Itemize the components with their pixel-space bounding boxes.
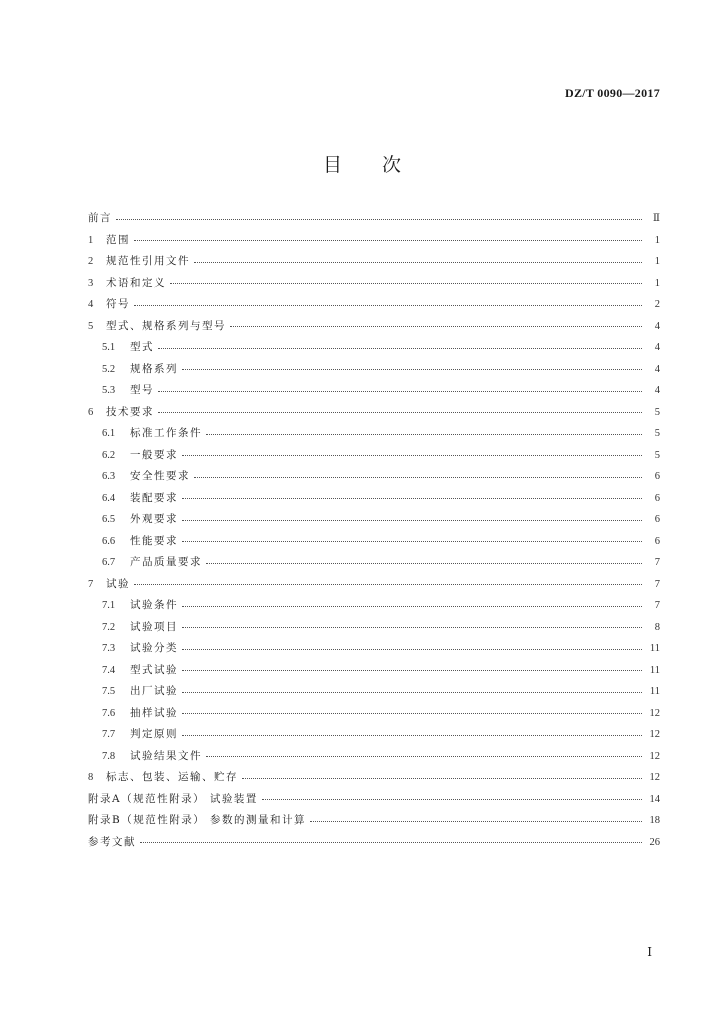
toc-entry-number: 6.2: [102, 449, 116, 461]
page-title: 目次: [322, 154, 441, 176]
toc-entry[interactable]: [88, 488, 660, 510]
toc-entry-page: 5: [654, 406, 660, 418]
toc-leader-dots: [134, 240, 642, 241]
toc-entry-title: 安全性要求: [130, 470, 190, 482]
toc-entry-number: 7.5: [102, 686, 116, 697]
toc-entry-title: 标志、包装、运输、贮存: [106, 771, 238, 783]
toc-entry-page: 14: [649, 793, 660, 805]
toc-entry-number: 5: [88, 320, 94, 332]
toc-leader-dots: [170, 283, 642, 284]
toc-entry-number: 2: [88, 256, 94, 267]
toc-leader-dots: [230, 326, 642, 327]
toc-entry-title: 规范性引用文件: [106, 255, 190, 267]
toc-leader-dots: [182, 606, 642, 607]
toc-entry-number: 6: [88, 406, 94, 418]
toc-entry-number: 6.3: [102, 471, 116, 482]
toc-entry[interactable]: [88, 273, 660, 295]
toc-leader-dots: [182, 735, 642, 736]
toc-entry[interactable]: [88, 595, 660, 617]
toc-leader-dots: [140, 842, 642, 843]
toc-entry-number: 7.1: [102, 600, 116, 611]
toc-entry-page: 1: [654, 277, 660, 289]
toc-entry[interactable]: [88, 380, 660, 402]
toc-entry-page: 1: [654, 256, 660, 267]
toc-entry-number: 7.6: [102, 707, 116, 719]
toc-entry-number: 6.6: [102, 535, 116, 547]
toc-entry[interactable]: [88, 832, 660, 854]
toc-entry-title: 型式、规格系列与型号: [106, 319, 226, 332]
toc-entry-page: 12: [649, 707, 660, 719]
toc-entry-number: 7.2: [102, 621, 116, 633]
toc-entry-title: 抽样试验: [130, 706, 178, 719]
toc-entry-number: 6.5: [102, 514, 116, 525]
toc-entry-title: 术语和定义: [106, 276, 166, 289]
toc-leader-dots: [206, 756, 642, 757]
toc-leader-dots: [206, 563, 642, 564]
toc-entry-title: 试验条件: [130, 599, 178, 611]
toc-entry[interactable]: [88, 208, 660, 230]
toc-entry-title: 产品质量要求: [130, 556, 202, 568]
toc-entry[interactable]: [88, 337, 660, 359]
toc-entry[interactable]: [88, 230, 660, 252]
toc-entry-number: 1: [88, 234, 94, 246]
toc-entry-number: 4: [88, 299, 94, 310]
toc-entry[interactable]: [88, 681, 660, 703]
toc-entry[interactable]: [88, 660, 660, 682]
toc-leader-dots: [182, 455, 642, 456]
toc-entry-title: 试验结果文件: [130, 749, 202, 762]
toc-entry-number: 5.3: [102, 385, 116, 396]
toc-entry-number: 6.1: [102, 428, 116, 439]
toc-entry-number: 3: [88, 277, 94, 289]
toc-entry[interactable]: [88, 552, 660, 574]
toc-entry-title: 技术要求: [106, 405, 154, 418]
toc-entry[interactable]: [88, 294, 660, 316]
toc-entry-page: 18: [649, 815, 660, 826]
toc-leader-dots: [182, 627, 642, 628]
toc-entry[interactable]: [88, 402, 660, 424]
toc-entry-title: 试验分类: [130, 642, 178, 654]
toc-entry[interactable]: [88, 423, 660, 445]
toc-entry-page: 4: [654, 385, 660, 396]
toc-leader-dots: [194, 477, 642, 478]
toc-entry-page: 26: [649, 836, 660, 848]
toc-leader-dots: [242, 778, 642, 779]
toc-entry[interactable]: [88, 466, 660, 488]
toc-entry-page: 5: [654, 428, 660, 439]
toc-entry-page: 4: [654, 363, 660, 375]
page-number: Ⅰ: [647, 945, 652, 959]
toc-entry-title: 性能要求: [130, 534, 178, 547]
toc-entry-title: 型式: [130, 341, 154, 353]
toc-entry-number: 5.2: [102, 363, 116, 375]
toc-leader-dots: [182, 713, 642, 714]
toc-entry-page: Ⅱ: [652, 213, 660, 224]
toc-entry[interactable]: [88, 316, 660, 338]
toc-leader-dots: [134, 305, 642, 306]
toc-entry-title: 标准工作条件: [130, 427, 202, 439]
toc-entry-number: 8: [88, 772, 94, 783]
toc-entry-page: 7: [654, 557, 660, 568]
toc-entry[interactable]: [88, 703, 660, 725]
toc-entry-number: 7.7: [102, 729, 116, 740]
toc-entry[interactable]: [88, 251, 660, 273]
toc-entry-page: 4: [654, 320, 660, 332]
toc-entry[interactable]: [88, 509, 660, 531]
toc-entry-page: 4: [654, 342, 660, 353]
toc-entry-title: 一般要求: [130, 448, 178, 461]
toc-entry-title: 附录B（规范性附录） 参数的测量和计算: [88, 814, 307, 826]
toc-entry-page: 6: [654, 471, 660, 482]
toc-entry[interactable]: [88, 810, 660, 832]
toc-entry-page: 12: [649, 729, 660, 740]
toc-leader-dots: [206, 434, 642, 435]
toc-entry-title: 装配要求: [130, 491, 178, 504]
table-of-contents: [88, 208, 660, 853]
toc-entry[interactable]: [88, 638, 660, 660]
toc-entry-title: 试验项目: [130, 620, 178, 633]
toc-entry-title: 附录A（规范性附录） 试验装置: [88, 792, 258, 805]
toc-leader-dots: [158, 348, 642, 349]
toc-entry-number: 6.4: [102, 492, 116, 504]
toc-entry[interactable]: [88, 767, 660, 789]
toc-entry-page: 6: [654, 514, 660, 525]
toc-entry-title: 判定原则: [130, 728, 178, 740]
toc-leader-dots: [182, 520, 642, 521]
toc-entry-number: 7.3: [102, 643, 116, 654]
toc-entry-title: 范围: [106, 233, 130, 246]
toc-entry-page: 2: [654, 299, 660, 310]
toc-entry-page: 1: [654, 234, 660, 246]
toc-entry-page: 12: [649, 750, 660, 762]
toc-entry-number: 5.1: [102, 342, 116, 353]
toc-entry-page: 11: [649, 643, 660, 654]
toc-leader-dots: [158, 391, 642, 392]
toc-entry-title: 前言: [88, 212, 112, 224]
toc-leader-dots: [182, 369, 642, 370]
toc-entry-title: 符号: [106, 298, 130, 310]
toc-leader-dots: [158, 412, 642, 413]
toc-entry[interactable]: [88, 445, 660, 467]
toc-entry-page: 12: [649, 772, 660, 783]
toc-entry-number: 7.4: [102, 664, 116, 676]
toc-entry-title: 出厂试验: [130, 685, 178, 697]
toc-leader-dots: [262, 799, 642, 800]
toc-entry-title: 参考文献: [88, 835, 136, 848]
toc-entry[interactable]: [88, 724, 660, 746]
toc-leader-dots: [182, 649, 642, 650]
toc-entry[interactable]: [88, 359, 660, 381]
toc-leader-dots: [310, 821, 642, 822]
toc-entry-page: 7: [654, 600, 660, 611]
document-code: DZ/T 0090—2017: [565, 86, 660, 100]
toc-entry-number: 6.7: [102, 557, 116, 568]
toc-entry[interactable]: [88, 574, 660, 596]
toc-entry-title: 型号: [130, 384, 154, 396]
toc-entry-page: 7: [654, 578, 660, 590]
toc-leader-dots: [182, 498, 642, 499]
toc-entry-page: 11: [649, 664, 660, 676]
toc-entry-title: 试验: [106, 577, 130, 590]
toc-leader-dots: [182, 541, 642, 542]
toc-entry-title: 规格系列: [130, 362, 178, 375]
toc-leader-dots: [182, 670, 642, 671]
toc-leader-dots: [134, 584, 642, 585]
toc-leader-dots: [194, 262, 642, 263]
toc-entry-page: 6: [654, 492, 660, 504]
toc-leader-dots: [116, 219, 642, 220]
toc-entry-number: 7: [88, 578, 94, 590]
toc-entry-page: 11: [649, 686, 660, 697]
toc-entry[interactable]: [88, 531, 660, 553]
toc-entry-title: 型式试验: [130, 663, 178, 676]
toc-entry[interactable]: [88, 617, 660, 639]
toc-entry-title: 外观要求: [130, 513, 178, 525]
toc-entry-number: 7.8: [102, 750, 116, 762]
toc-entry[interactable]: [88, 789, 660, 811]
toc-entry-page: 8: [654, 621, 660, 633]
toc-entry[interactable]: [88, 746, 660, 768]
toc-entry-page: 5: [654, 449, 660, 461]
toc-entry-page: 6: [654, 535, 660, 547]
toc-leader-dots: [182, 692, 642, 693]
